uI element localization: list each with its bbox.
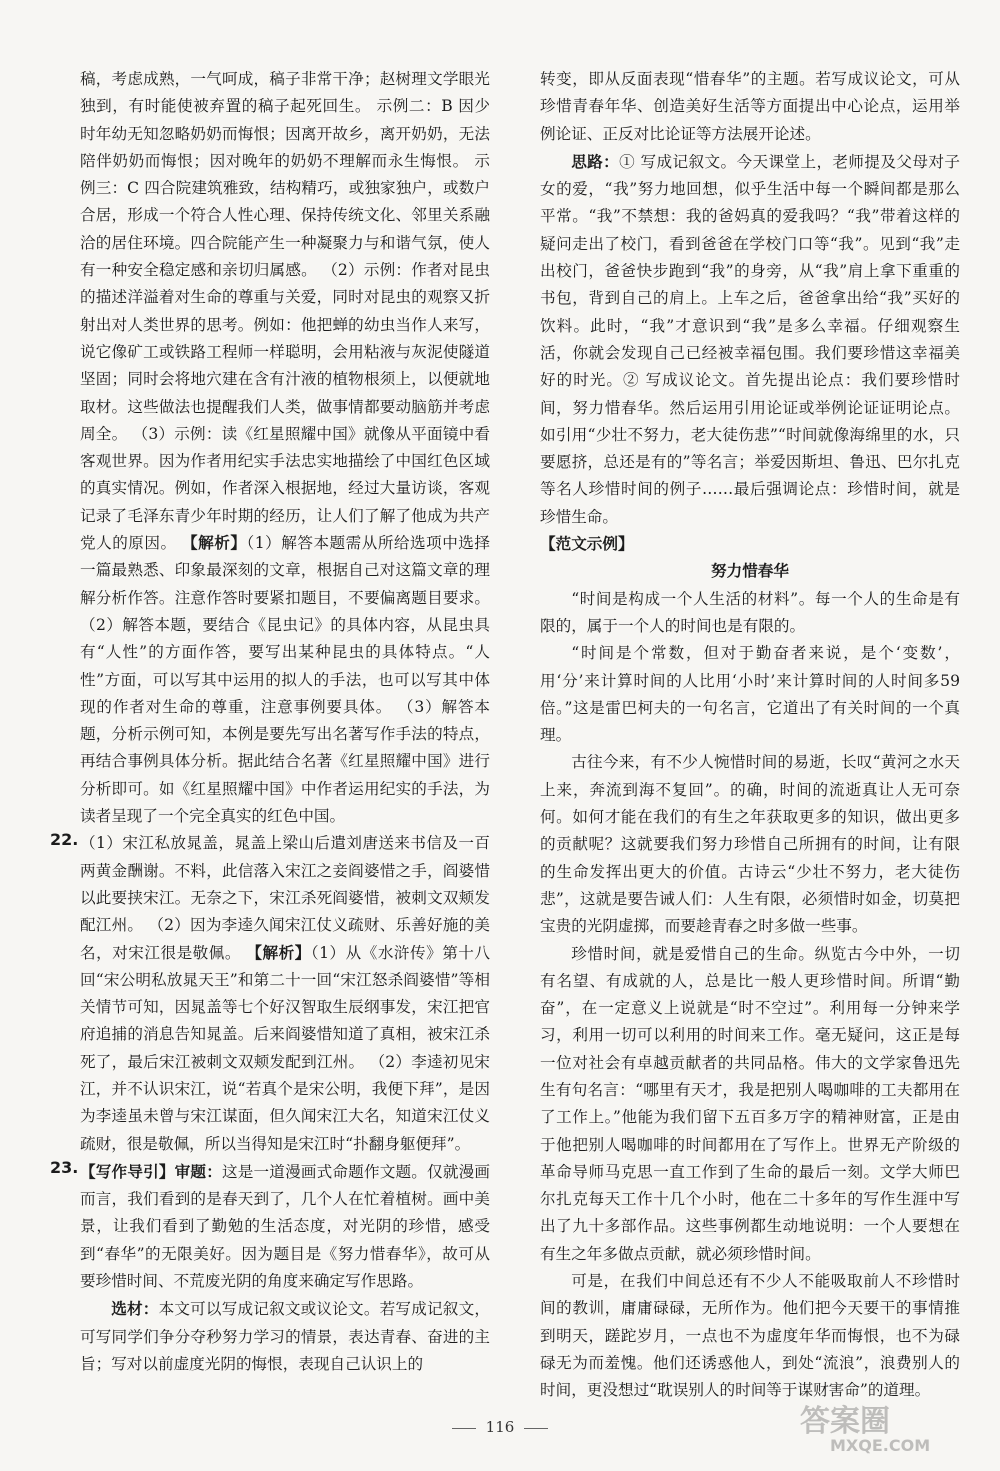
watermark-logo — [792, 1397, 982, 1457]
question-number: 23. — [50, 1157, 79, 1177]
question-23 — [50, 1157, 490, 1378]
essay-paragraph: 可是，在我们中间总还有不少人不能吸取前人不珍惜时间的教训，庸庸碌碌，无所作为。他们把今天要干的事情推到明天，蹉跎岁月，一点也不为虚度年华而悔恨，也不为碌碌无为而羞愧。他们还诱惑他人，到处“流浪”，浪费别人的时间，更没想过“耽误别人的时间等于谋财害命”的道理。 — [540, 1272, 960, 1400]
question-number: 22. — [50, 830, 79, 850]
answer-21-text: 稿，考虑成熟，一气呵成，稿子非常干净；赵树理文学眼光独到，有时能使被弃置的稿子起死回生。 示例二：B 因少时年幼无知忽略奶奶而悔恨；因离开故乡，离开奶奶，无法陪伴奶奶而悔恨；因对晚年的奶奶不理解而永生悔恨。 示例三：C 四合院建筑雅致，结构精巧，或独家独户，或数户合居，形成一个符合人性心理、保持传统文化、邻里关系融洽的居住环境。四合院能产生一种凝聚力与和谐气氛，使人有一种安全稳定感和亲切归属感。 （2）示例：作者对昆虫的描述洋溢着对生命的尊重与关爱，同时对昆虫的观察又折射出对人类世界的思考。例如：他把蝉的幼虫当作人来写，说它像矿工或铁路工程师一样聪明，会用粘液与灰泥使隧道坚固；同时会将地穴建在含有汁液的植物根须上，以便就地取材。这些做法也提醒我们人类，做事情都要动脑筋并考虑周全。 （3）示例：读《红星照耀中国》就像从平面镜中看客观世界。因为作者用纪实手法忠实地描绘了中国红色区域的真实情况。例如，作者深入根据地，经过大量访谈，客观记录了毛泽东青少年时期的经历，让人们了解了他成为共产党人的原因。 【解析】（1）解答本题需从所给选项中选择一篇最熟悉、印象最深刻的文章，根据自己对这篇文章的理解分析作答。注意作答时要紧扣题目，不要偏离题目要求。 （2）解答本题，要结合《昆虫记》的具体内容，从昆虫具有“人性”的方面作答，要写出某种昆虫的具体特点。“人性”方面，可以写其中运用的拟人的手法，也可以写其中体现的作者对生命的尊重，注意事例要具体。 （3）解答本题，分析示例可知，本例是要先写出名著写作手法的特点，再结合事例具体分析。据此结合名著《红星照耀中国》进行分析即可。如《红星照耀中国》中作者运用纪实的手法，为读者呈现了一个完全真实的红色中国。 — [80, 70, 490, 826]
essay-paragraph: “时间是构成一个人生活的材料”。每一个人的生命是有限的，属于一个人的时间也是有限的。 — [540, 589, 960, 635]
silu-label: 思路： — [571, 151, 620, 171]
watermark-text: 答案圈 — [800, 1404, 890, 1439]
answer-22-text: （1）宋江私放晁盖，晁盖上梁山后遣刘唐送来书信及一百两黄金酬谢。不料，此信落入宋江之妾阎婆惜之手，阎婆惜以此要挟宋江。无奈之下，宋江杀死阎婆惜，被刺文双颊发配江州。 （2）因为李逵久闻宋江仗义疏财、乐善好施的美名，对宋江很是敬佩。 【解析】（1）从《水浒传》第十八回“宋公明私放晁天王”和第二十一回“宋江怒杀阎婆惜”等相关情节可知，因晁盖等七个好汉智取生辰纲事发，宋江把官府追捕的消息告知晁盖。后来阎婆惜知道了真相，被宋江杀死了，最后宋江被刺文双颊发配到江州。 （2）李逵初见宋江，并不认识宋江，说“若真个是宋公明，我便下拜”，是因为李逵虽未曾与宋江谋面，但久闻宋江大名，知道宋江仗义疏财，很是敬佩，所以当得知是宋江时“扑翻身躯便拜”。 — [80, 834, 490, 1153]
left-column — [50, 66, 490, 1378]
watermark-logo-icon — [792, 1397, 982, 1457]
sample-essay-tag: 【范文示例】 — [540, 535, 634, 554]
shenti-label: 审题： — [174, 1161, 222, 1181]
analysis-21-text: （1）解答本题需从所给选项中选择一篇最熟悉、印象最深刻的文章，根据自己对这篇文章的理解分析作答。注意作答时要紧扣题目，不要偏离题目要求。 （2）解答本题，要结合《昆虫记》的具体内容，从昆虫具有“人性”的方面作答，要写出某种昆虫的具体特点。“人性”方面，可以写其中运用的拟人的手法，也可以写其中体现的作者对生命的尊重，注意事例要具体。 （3）解答本题，分析示例可知，本例是要先写出名著写作手法的特点，再结合事例具体分析。据此结合名著《红星照耀中国》进行分析即可。如《红星照耀中国》中作者运用纪实的手法，为读者呈现了一个完全真实的红色中国。 — [80, 534, 490, 826]
writing-guide-tag: 【写作导引】 — [80, 1162, 175, 1181]
footer-dash-left — [452, 1428, 476, 1429]
answer-23-text: 【写作导引】审题：这是一道漫画式命题作文题。仅就漫画而言，我们看到的是春天到了，几个人在忙着植树。画中美景，让我们看到了勤勉的生活态度，对光阴的珍惜，感受到“春华”的无限美好。因为题目是《努力惜春华》，故可从要珍惜时间、不荒废光阴的角度来确定写作思路。 — [80, 1161, 490, 1291]
analysis-tag: 【解析】 — [182, 534, 247, 553]
continued-paragraph: 转变，即从反面表现“惜春华”的主题。若写成议论文，可从珍惜青春年华、创造美好生活等方面提出中心论点，运用举例论证、正反对比论证等方法展开论述。 — [540, 70, 960, 143]
essay-paragraph: 古往今来，有不少人惋惜时间的易逝，长叹“黄河之水天上来，奔流到海不复回”。的确，时间的流逝真让人无可奈何。如何才能在我们的有生之年获取更多的知识，做出更多的贡献呢？这就要我们努力珍惜自己所拥有的时间，让有限的生命发挥出更大的价值。古诗云“少壮不努力，老大徒伤悲”，这就是要告诫人们：人生有限，必须惜时如金，切莫把宝贵的光阴虚掷，而要趁青春之时多做一些事。 — [540, 753, 960, 936]
analysis-tag: 【解析】 — [246, 943, 311, 962]
question-22 — [50, 830, 490, 1158]
footer-dash-right — [524, 1428, 548, 1429]
xuancai-label: 选材： — [111, 1299, 159, 1319]
watermark-url: MXQE.COM — [830, 1436, 931, 1455]
page-number: 116 — [485, 1418, 515, 1436]
essay-paragraph: 珍惜时间，就是爱惜自己的生命。纵览古今中外，一切有名望、有成就的人，总是比一般人更珍惜时间。所谓“勤奋”，在一定意义上说就是“时不空过”。利用每一分钟来学习，利用一切可以利用的时间来工作。毫无疑问，这正是每一位对社会有卓越贡献者的共同品格。伟大的文学家鲁迅先生有句名言：“哪里有天才，我是把别人喝咖啡的工夫都用在了工作上。”他能为我们留下五百多万字的精神财富，正是由于他把别人喝咖啡的时间都用在了写作上。世界无产阶级的革命导师马克思一直工作到了生命的最后一刻。文学大师巴尔扎克每天工作十几个小时，他在二十多年的写作生涯中写出了九十多部作品。这些事例都生动地说明：一个人要想在有生之年多做点贡献，就必须珍惜时间。 — [540, 944, 960, 1263]
essay-title: 努力惜春华 — [711, 562, 789, 581]
right-column — [540, 66, 960, 1405]
xuancai-paragraph: 选材：本文可以写成记叙文或议论文。若写成记叙文，可写同学们争分夺秒努力学习的情景，表达青春、奋进的主旨；写对以前虚度光阴的悔恨，表现自己认识上的 — [80, 1299, 490, 1373]
silu-paragraph: 思路：① 写成记叙文。今天课堂上，老师提及父母对子女的爱，“我”努力地回想，似乎生活中每一个瞬间都是那么平常。“我”不禁想：我的爸妈真的爱我吗？“我”带着这样的疑问走出了校门，看到爸爸在学校门口等“我”。见到“我”走出校门，爸爸快步跑到“我”的身旁，从“我”肩上拿下重重的书包，背到自己的肩上。上车之后，爸爸拿出给“我”买好的饮料。此时，“我”才意识到“我”是多么幸福。仔细观察生活，你就会发现自己已经被幸福包围。我们要珍惜这幸福美好的时光。② 写成议论文。首先提出论点：我们要珍惜时间，努力惜春华。然后运用引用论证或举例论证证明论点。如引用“少壮不努力，老大徒伤悲”“时间就像海绵里的水，只要愿挤，总还是有的”等名言；举爱因斯坦、鲁迅、巴尔扎克等名人珍惜时间的例子……最后强调论点：珍惜时间，就是珍惜生命。 — [540, 151, 960, 526]
essay-paragraph: “时间是个常数，但对于勤奋者来说，是个‘变数’，用‘分’来计算时间的人比用‘小时’来计算时间的人时间多59倍。”这是雷巴柯夫的一句名言，它道出了有关时间的一个真理。 — [540, 644, 960, 745]
